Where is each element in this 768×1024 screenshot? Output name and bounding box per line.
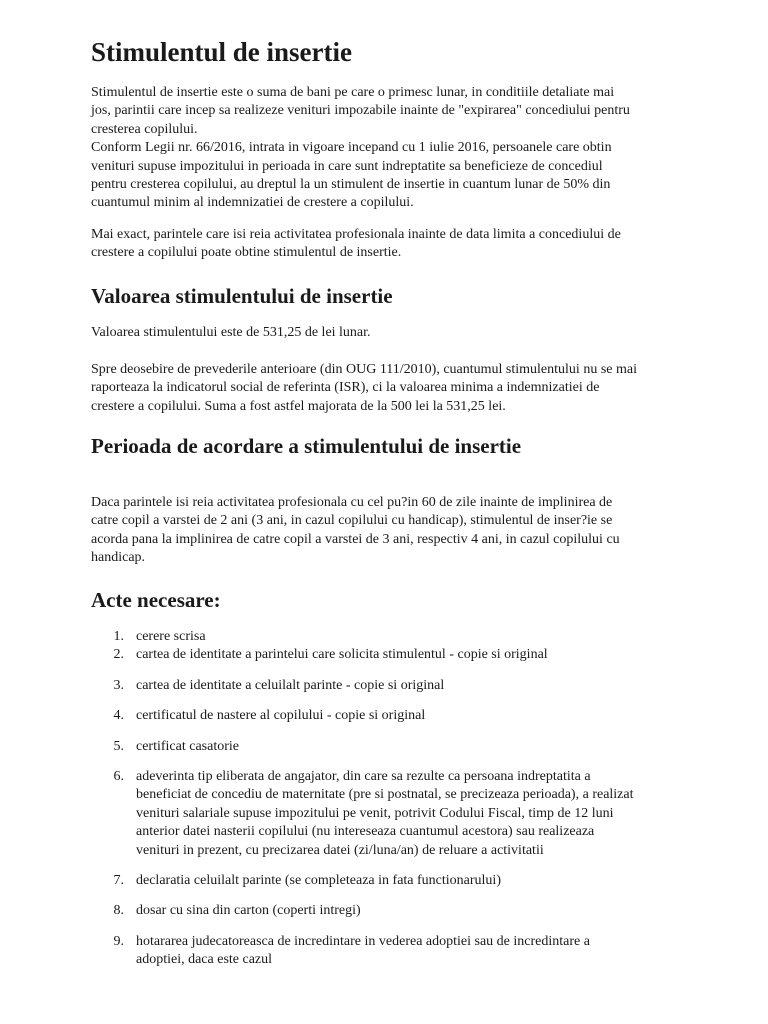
list-item [91,902,691,920]
list-item-number: 9. [113,933,124,949]
list-item-text: certificatul de nastere al copilului - copie si original [136,708,426,724]
list-item [91,628,691,646]
list-item-text: hotararea judecatoreasca de incredintare in vederea adoptiei sau de incredintare a [136,933,590,949]
list-item [91,707,691,725]
list-item-text: adeverinta tip eliberata de angajator, din care sa rezulte ca persoana indreptatita a [136,769,591,785]
list-item-text: certificat casatorie [136,738,239,754]
list-item-text: beneficiat de concediu de maternitate (pre si postnatal, se precizeaza perioada), a realizat [136,787,634,803]
documents-list [91,628,691,970]
text-line: Spre deosebire de prevederile anterioare (din OUG 111/2010), cuantumul stimulentului nu se mai [91,362,637,377]
list-item [91,738,691,756]
page-title: Stimulentul de insertie [91,37,352,67]
list-item-text: cartea de identitate a celuilalt parinte - copie si original [136,677,445,693]
list-item-text: cerere scrisa [136,629,206,644]
list-item-text: anterior datei nasterii copilului (nu intereseaza cuantumul acestora) sau realizeaza [136,824,595,840]
list-item-number: 2. [113,647,124,663]
text-line: crestere a copilului. Suma a fost astfel majorata de la 500 lei la 531,25 lei. [91,398,506,414]
list-item-number: 6. [113,769,124,785]
list-item-text: venituri in prezent, cu precizarea datei (zi/luna/an) de reluare a activitatii [136,842,544,858]
section-heading-period: Perioada de acordare a stimulentului de insertie [91,434,522,458]
text-line: Stimulentul de insertie este o suma de bani pe care o primesc lunar, in conditiile detaliate mai [91,85,615,100]
text-line: crestere a copilului poate obtine stimulentul de insertie. [91,245,402,261]
section-heading-documents: Acte necesare: [91,588,221,612]
intro-paragraph-2 [91,226,691,263]
list-item-number: 5. [113,738,124,754]
list-item-number: 4. [113,708,124,724]
text-line: cresterea copilului. [91,121,198,137]
text-line: acorda pana la implinirea de catre copil a varstei de 3 ani, respectiv 4 ani, in cazul copilului cu [91,531,620,547]
list-item-number: 8. [113,903,124,919]
list-item-text: venituri salariale supuse impozitului pe venit, potrivit Codului Fiscal, timp de 12 luni [136,805,614,821]
text-line: Conform Legii nr. 66/2016, intrata in vigoare incepand cu 1 iulie 2016, persoanele care obtin [91,140,612,156]
list-item-number: 3. [113,677,124,693]
text-line: venituri supuse impozitului in perioada in care sunt indreptatite sa beneficieze de concediul [91,158,603,174]
list-item [91,933,691,970]
intro-paragraph [91,84,691,213]
value-paragraph-1 [91,324,691,342]
section-heading-value: Valoarea stimulentului de insertie [91,284,393,308]
text-line: handicap. [91,550,146,566]
list-item-number: 7. [113,873,124,889]
list-item-text: dosar cu sina din carton (coperti intregi) [136,903,361,919]
list-item-number: 1. [113,629,124,644]
text-line: pentru cresterea copilului, au dreptul la un stimulent de insertie in cuantum lunar de 50% din [91,177,611,193]
text-line: cuantumul minim al indemnizatiei de crestere a copilului. [91,195,414,211]
value-paragraph-2 [91,361,691,416]
text-line: catre copil a varstei de 2 ani (3 ani, in cazul copilului cu handicap), stimulentul de inser?ie se [91,513,613,529]
period-paragraph [91,494,691,568]
list-item [91,677,691,695]
text-line: raporteaza la indicatorul social de referinta (ISR), ci la valoarea minima a indemnizatiei de [91,380,600,396]
list-item-text: adoptiei, daca este cazul [136,952,273,968]
text-line: jos, parintii care incep sa realizeze venituri impozabile inainte de "expirarea" concediului pentru [91,103,630,119]
list-item [91,768,691,860]
list-item-text: cartea de identitate a parintelui care solicita stimulentul - copie si original [136,647,548,663]
text-line: Mai exact, parintele care isi reia activitatea profesionala inainte de data limita a concediului de [91,227,621,242]
list-item-text: declaratia celuilalt parinte (se completeaza in fata functionarului) [136,873,501,889]
text-line: Daca parintele isi reia activitatea profesionala cu cel pu?in 60 de zile inainte de implinirea de [91,495,613,510]
text-line: Valoarea stimulentului este de 531,25 de lei lunar. [91,325,371,340]
list-item [91,872,691,890]
list-item [91,646,691,664]
